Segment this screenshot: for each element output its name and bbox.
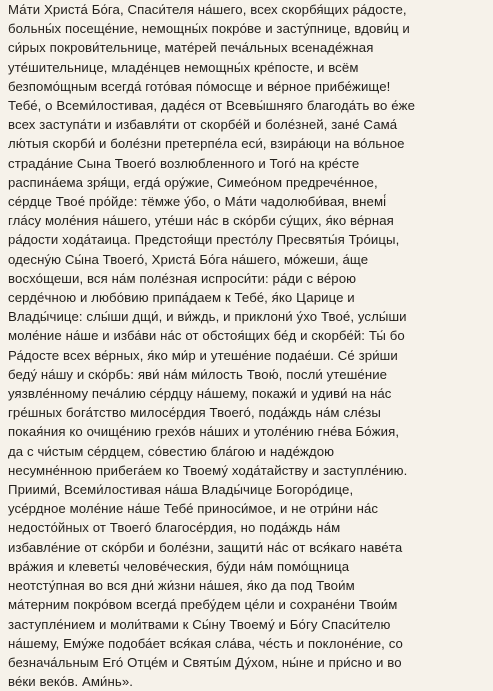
- prayer-text: [8, 0, 485, 691]
- prayer-line: си́рых покрови́тельнице, мате́рей печа́льных всенаде́жная: [8, 40, 374, 56]
- prayer-line: серде́чною и любо́вию припа́даем к Тебе́, я́ко Царице и: [8, 290, 355, 306]
- prayer-line: неотсту́пная во вся дни́ жи́зни на́шея, я́ко да под Твои́м: [8, 578, 355, 594]
- prayer-line: Тебе́, о Всеми́лостивая, даде́ся от Всевы́шняго благода́ть во е́же: [8, 98, 415, 114]
- prayer-line: всех заступа́ти и избавля́ти от скорбе́й и боле́зней, зане́ Сама́: [8, 117, 398, 133]
- prayer-line: беду́ на́шу и ско́рбь: яви́ на́м ми́лость Твою́, посли́ утеше́ние: [8, 366, 388, 382]
- prayer-line: Ра́досте всех ве́рных, я́ко ми́р и утеше́ние подае́ши. Се́ зри́ши: [8, 347, 398, 363]
- prayer-line: уте́шительнице, младе́нцев немощны́х кре́посте, и всём: [8, 59, 359, 75]
- prayer-line: недосто́йных от Твоего́ благосе́рдия, но пода́ждь на́м: [8, 520, 341, 536]
- prayer-line: ма́терним покро́вом всегда́ пребу́дем це́ли и сохране́ни Твои́м: [8, 597, 398, 613]
- prayer-line: на́шему, Ему́же подоба́ет вся́кая сла́ва, че́сть и поклоне́ние, со: [8, 635, 403, 651]
- prayer-line: заступле́нием и моли́твами к Сы́ну Твоему́ и Бо́гу Спаси́телю: [8, 616, 391, 632]
- prayer-line: моле́ние на́ше и изба́ви на́с от обстоя́щих бе́д и скорбе́й: Ты́ бо: [8, 328, 405, 344]
- prayer-line: гре́шных бога́тство милосе́рдия Твоего́, пода́ждь на́м сле́зы: [8, 405, 381, 421]
- prayer-line: безпомо́щным всегда́ гото́вая по́мосще и ве́рное прибе́жище!: [8, 78, 391, 94]
- prayer-line: Ма́ти Христа́ Бо́га, Спаси́теля на́шего, всех скорбя́щих ра́достe,: [8, 2, 407, 17]
- prayer-line: да с чи́стым се́рдцем, со́вестию бла́гою и наде́ждою: [8, 443, 335, 459]
- prayer-line: гла́су моле́ния на́шего, уте́ши на́с в ско́рби су́щих, я́ко ве́рная: [8, 213, 394, 229]
- prayer-line: больны́х посеще́ние, немощны́х покро́ве и засту́пнице, вдови́ц и: [8, 21, 410, 37]
- prayer-line: Приими́, Всеми́лостивая на́ша Влады́чице Богоро́дице,: [8, 482, 354, 498]
- prayer-line: распина́ема зря́щи, егда́ ору́жие, Симео́ном предрече́нное,: [8, 174, 378, 190]
- prayer-line: восхо́щеши, вся на́м поле́зная испроси́ти: ра́ди с ве́рою: [8, 270, 357, 286]
- prayer-line: несумне́нною прибега́ем ко Твоему́ хода́тайству и заступле́нию.: [8, 462, 408, 478]
- prayer-line: усе́рдное моле́ние на́ше Тебе́ приноси́мое, и не отри́ни на́с: [8, 501, 379, 517]
- prayer-line: уязвле́нному печа́лию се́рдцу на́шему, покажи́ и удиви́ на на́с: [8, 386, 392, 402]
- prayer-line: се́рдце Твое́ про́йде: тёмже у́бо, о Ма́ти чадолюби́вая, внемі́: [8, 194, 387, 210]
- prayer-line: страда́ние Сына Твоего́ возлюбленного и Того́ на кре́сте: [8, 155, 360, 171]
- prayer-line: лю́тыя скорби́ и боле́зни претерпе́ла еси́, взира́юци на во́льное: [8, 136, 405, 152]
- prayer-line: ве́ки веко́в. Ами́нь».: [8, 674, 134, 690]
- prayer-line: избавле́ние от ско́рби и боле́зни, защити́ на́с от вся́каго наве́та: [8, 539, 403, 555]
- prayer-line: одесну́ю Сы́на Твоего́, Христа́ Бо́га на́шего, мо́жеши, а́ще: [8, 251, 369, 267]
- prayer-line: вра́жия и клеветы́ челове́ческия, бу́ди на́м помо́щница: [8, 558, 350, 574]
- prayer-line: безнача́льным Его́ Отце́м и Святы́м Ду́хом, ны́не и при́сно и во: [8, 654, 402, 670]
- prayer-line: Влады́чице: слы́ши дщи́, и ви́ждь, и приклони́ у́хо Твое́, услы́ши: [8, 309, 407, 325]
- prayer-line: ра́дости хода́таица. Предстоя́щи престо́лу Пресвяты́я Тро́ицы,: [8, 232, 400, 248]
- prayer-line: покая́ния ко очище́нию грехо́в на́ших и утоле́нию гне́ва Бо́жия,: [8, 424, 400, 440]
